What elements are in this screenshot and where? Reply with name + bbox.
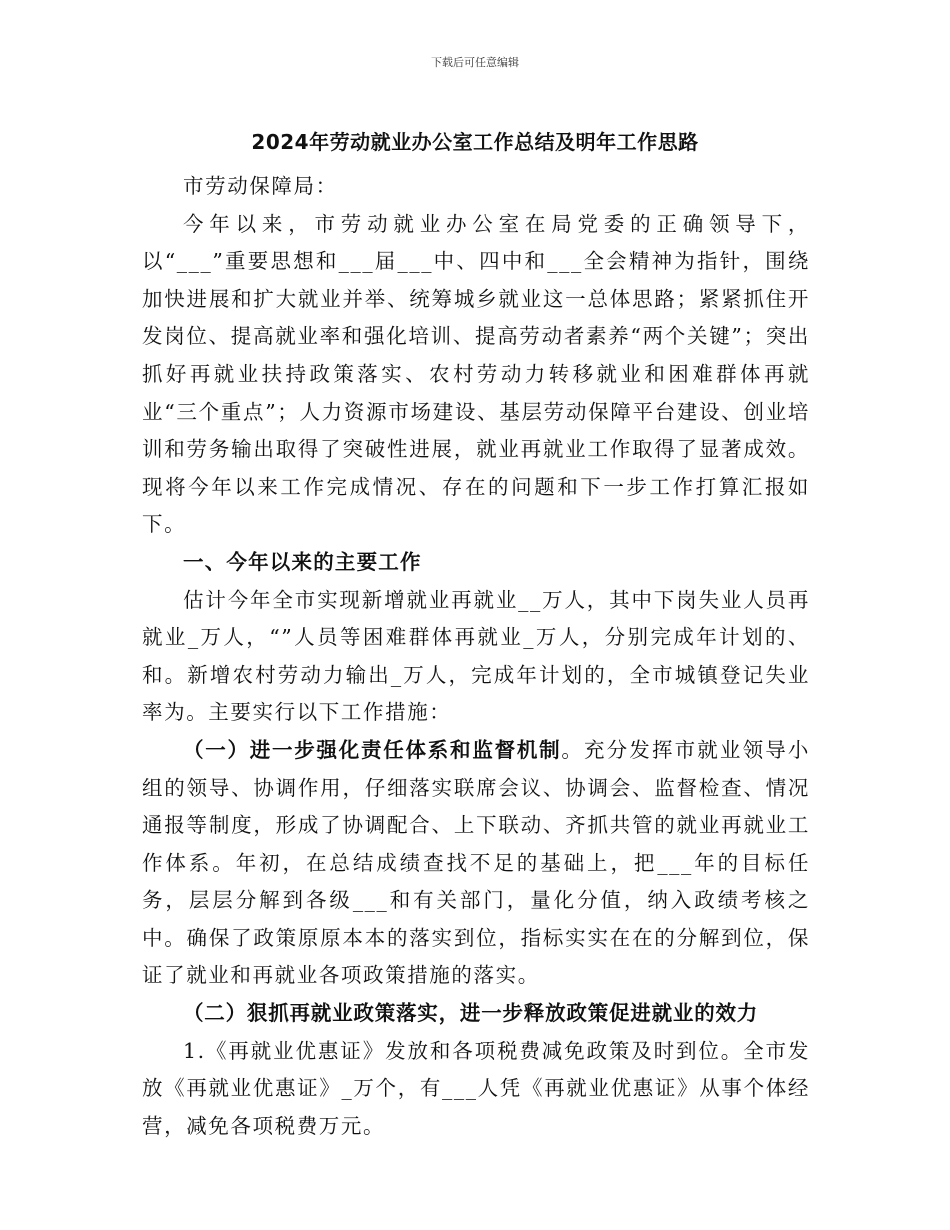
- section-paragraph: 估计今年全市实现新增就业再就业__万人，其中下岗失业人员再就业_万人，“”人员等困难群体再就业_万人，分别完成年计划的、和。新增农村劳动力输出_万人，完成年计划的，全市城镇登记失业率为。主要实行以下工作措施：: [142, 587, 810, 725]
- document-title: 2024年劳动就业办公室工作总结及明年工作思路: [251, 130, 699, 154]
- document-body: [142, 168, 810, 1145]
- item-paragraph-responsibility: [142, 732, 810, 995]
- section-heading-main-work: 一、今年以来的主要工作: [183, 549, 422, 574]
- item-text-responsibility: 。充分发挥市就业领导小组的领导、协调作用，仔细落实联席会议、协调会、监督检查、情况通报等制度，形成了协调配合、上下联动、齐抓共管的就业再就业工作体系。年初，在总结成绩查找不足的基础上，把___年的目标任务，层层分解到各级___和有关部门，量化分值，纳入政绩考核之中。确保了政策原原本本的落实到位，指标实实在在的分解到位，保证了就业和再就业各项政策措施的落实。: [142, 737, 810, 988]
- item-paragraph-certificate: 1.《再就业优惠证》发放和各项税费减免政策及时到位。全市发放《再就业优惠证》_万个，有___人凭《再就业优惠证》从事个体经营，减免各项税费万元。: [142, 1038, 810, 1138]
- item-heading-policy: （二）狠抓再就业政策落实，进一步释放政策促进就业的效力: [183, 1001, 759, 1026]
- item-lead-responsibility: （一）进一步强化责任体系和监督机制: [183, 737, 562, 762]
- recipient-line: 市劳动保障局：: [183, 174, 338, 198]
- header-note: 下载后可任意编辑: [431, 56, 519, 69]
- intro-paragraph: 今年以来，市劳动就业办公室在局党委的正确领导下，以“___”重要思想和___届___中、四中和___全会精神为指针，围绕加快进展和扩大就业并举、统筹城乡就业这一总体思路；紧紧抓住开发岗位、提高就业率和强化培训、提高劳动者素养“两个关键”；突出抓好再就业扶持政策落实、农村劳动力转移就业和困难群体再就业“三个重点”；人力资源市场建设、基层劳动保障平台建设、创业培训和劳务输出取得了突破性进展，就业再就业工作取得了显著成效。现将今年以来工作完成情况、存在的问题和下一步工作打算汇报如下。: [142, 211, 810, 537]
